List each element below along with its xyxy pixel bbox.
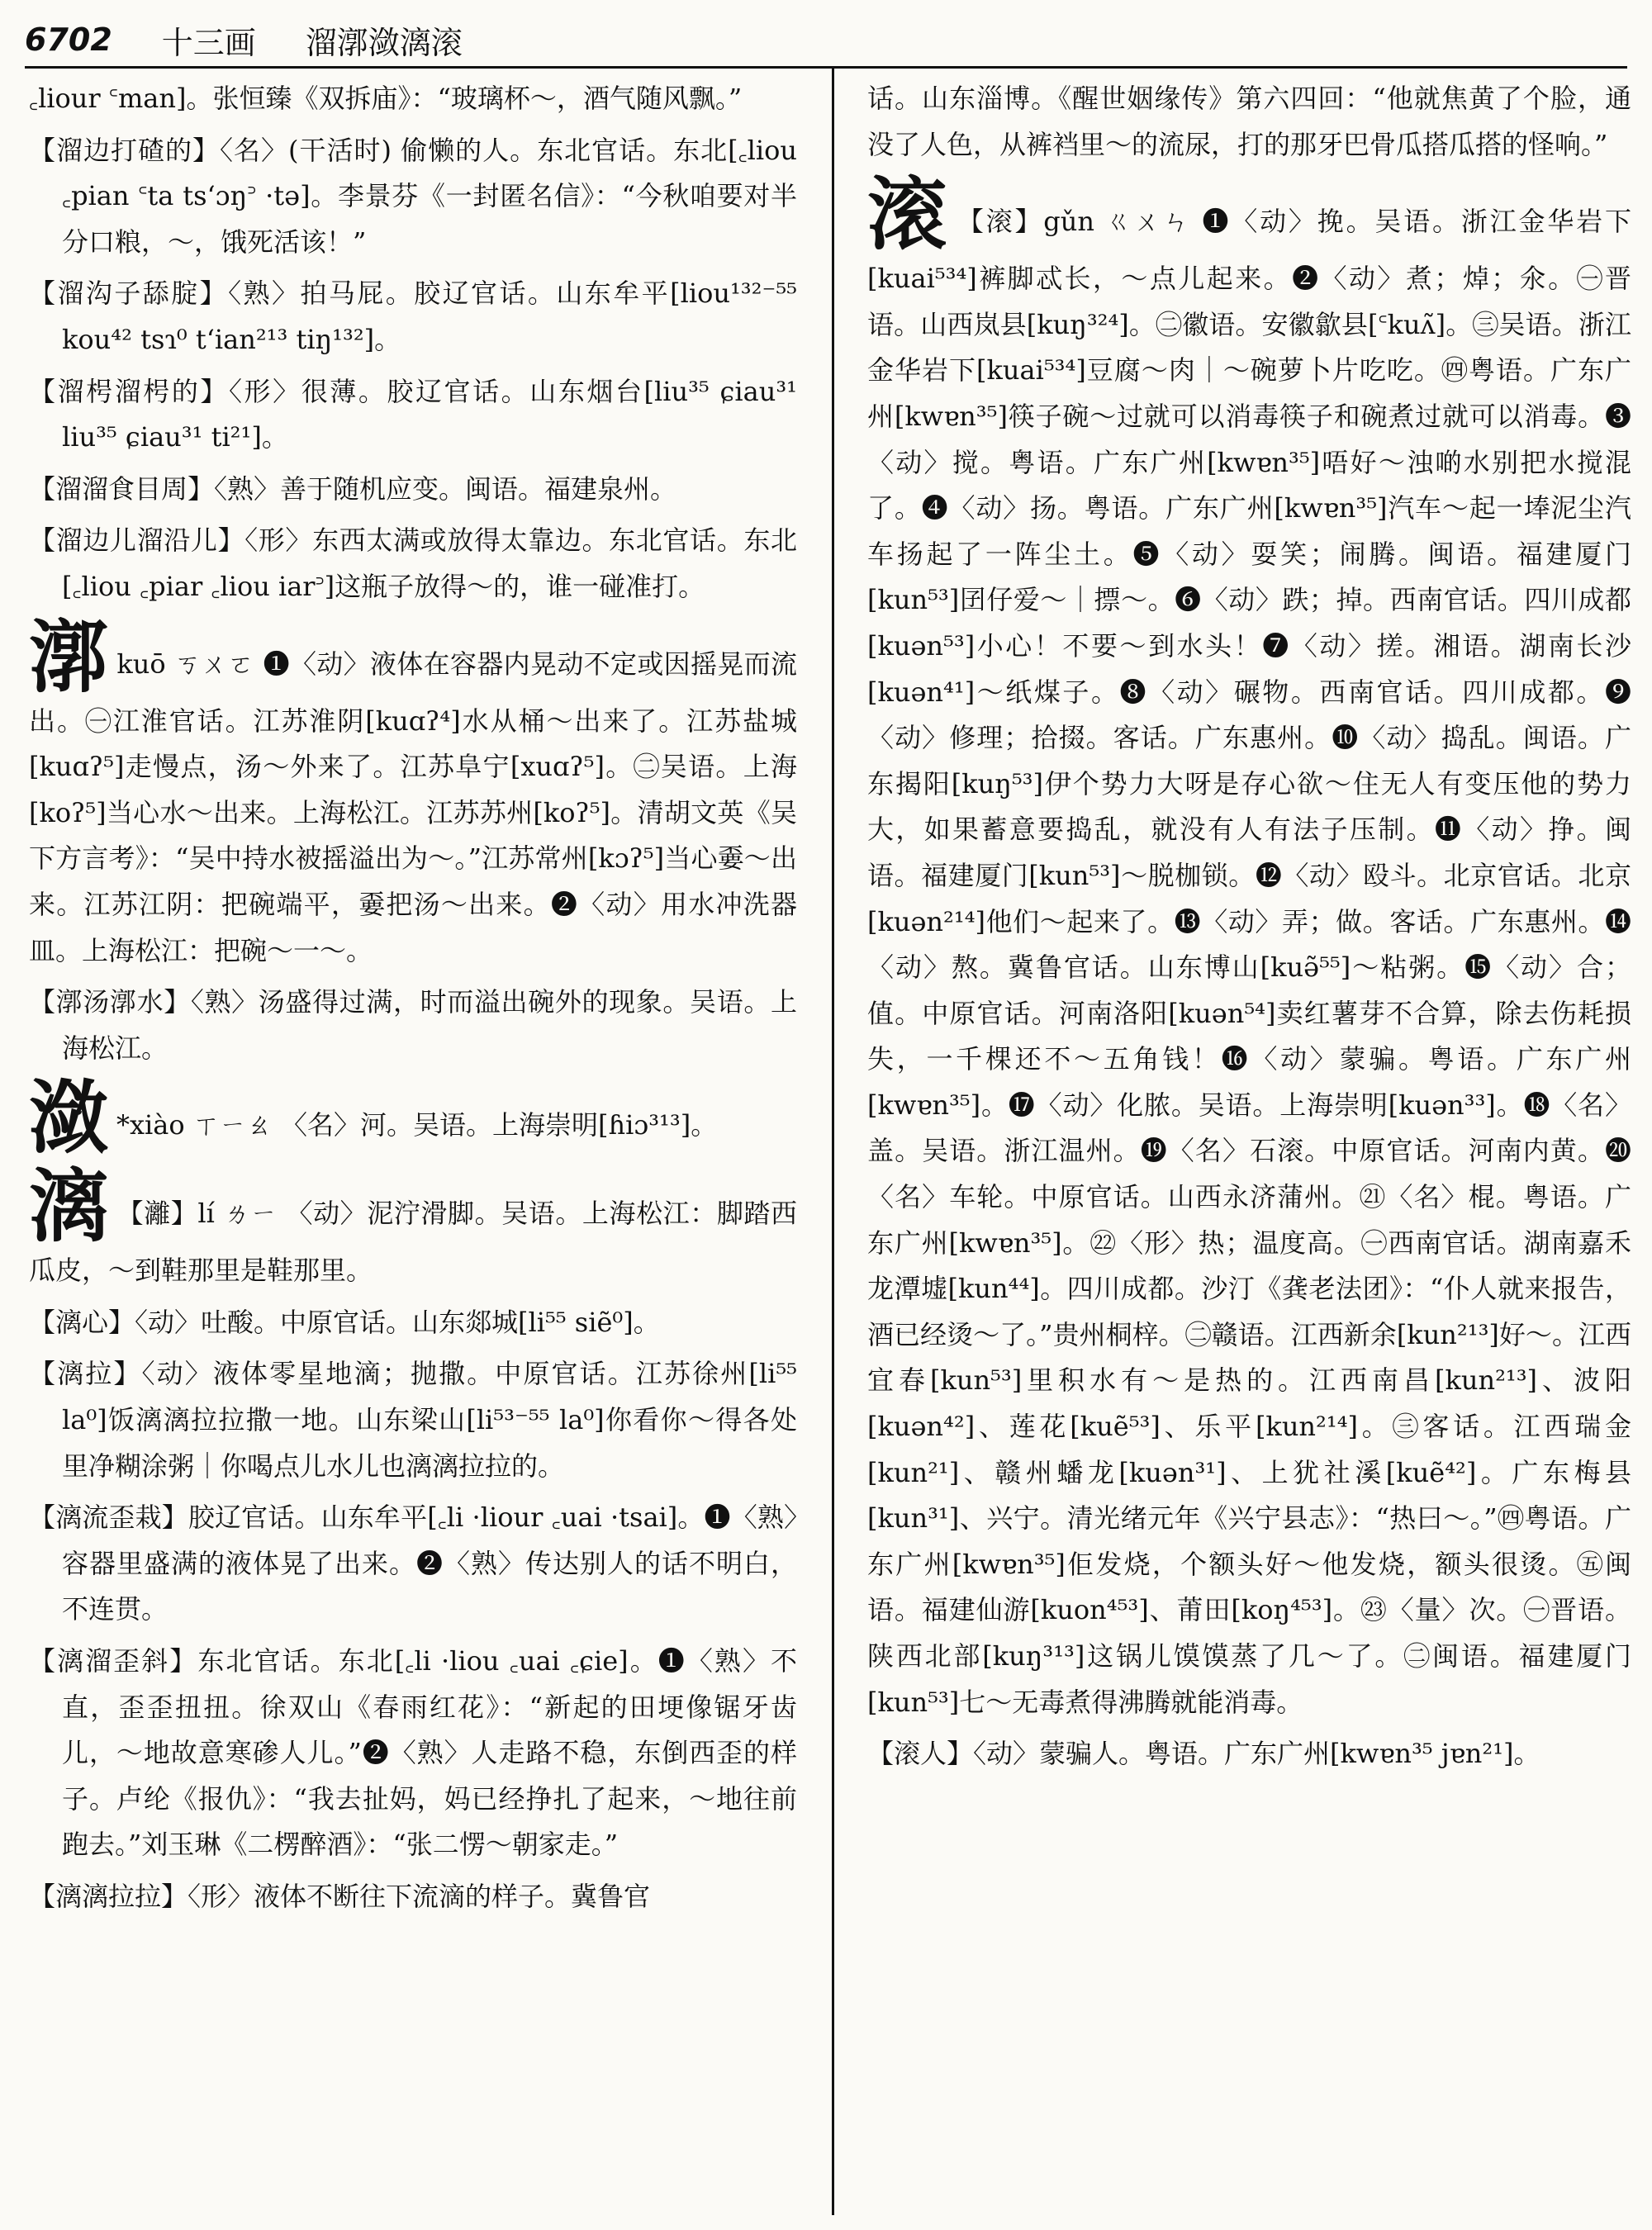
dictionary-entry: 【漓心】〈动〉吐酸。中原官话。山东郯城[li⁵⁵ siẽ⁰]。 [29, 1306, 660, 1338]
dictionary-entry: 【滚人】〈动〉蒙骗人。粤语。广东广州[kwɐn³⁵ jɐn²¹]。 [867, 1738, 1540, 1770]
dictionary-entry: 【溜沟子舔腚】〈熟〉拍马屁。胶辽官话。山东牟平[liou¹³²⁻⁵⁵ kou⁴² tsɿ⁰ t‘ian²¹³ tiŋ¹³²]。 [29, 278, 797, 355]
head-character: 漓 [29, 1160, 109, 1254]
dictionary-entry: 【漓流歪栽】胶辽官话。山东牟平[꜀li ·liour ꜀uai ·tsai]。❶〈熟〉容器里盛满的液体晃了出来。❷〈熟〉传达别人的话不明白，不连贯。 [29, 1502, 797, 1625]
entry-text: kuō ㄎㄨㄛ ❶〈动〉液体在容器内晃动不定或因摇晃而流出。㊀江淮官话。江苏淮阴[kuɑʔ⁴]水从桶～出来了。江苏盐城[kuɑʔ⁵]走慢点，汤～外来了。江苏阜宁[xuɑʔ⁵]。㊁吴语。上海[koʔ⁵]当心水～出来。上海松江。江苏苏州[koʔ⁵]。清胡文英《吴下方言考》：“吴中持水被摇溢出为～。”江苏常州[kɔʔ⁵]当心嫑～出来。江苏江阴：把碗端平，嫑把汤～出来。❷〈动〉用水冲洗器皿。上海松江：把碗～一～。 [29, 648, 797, 966]
head-character-entry [867, 168, 1631, 1725]
dictionary-entry: 【溜溜食目周】〈熟〉善于随机应变。闽语。福建泉州。 [29, 472, 677, 505]
head-character: 滚 [867, 168, 949, 262]
entry-continuation: 话。山东淄博。《醒世姻缘传》第六四回：“他就焦黄了个脸，通没了人色，从裤裆里～的流尿，打的那牙巴骨瓜搭瓜搭的怪响。” [867, 83, 1631, 160]
entry-text: 【滚】gǔn ㄍㄨㄣ ❶〈动〉挽。吴语。浙江金华岩下[kuai⁵³⁴]裤脚忒长，～点儿起来。❷〈动〉煮；焯；氽。㊀晋语。山西岚县[kuŋ³²⁴]。㊁徽语。安徽歙县[꜂kuʌ̃]。㊂吴语。浙江金华岩下[kuai⁵³⁴]豆腐～肉｜～碗萝卜片吃吃。㊃粤语。广东广州[kwɐn³⁵]筷子碗～过就可以消毒筷子和碗煮过就可以消毒。❸〈动〉搅。粤语。广东广州[kwɐn³⁵]唔好～浊啲水别把水搅混了。❹〈动〉扬。粤语。广东广州[kwɐn³⁵]汽车～起一埲泥尘汽车扬起了一阵尘土。❺〈动〉耍笑；闹腾。闽语。福建厦门[kun⁵³]囝仔爱～｜摽～。❻〈动〉跌；掉。西南官话。四川成都[kuən⁵³]小心！不要～到水头！❼〈动〉搓。湘语。湖南长沙[kuən⁴¹]～纸煤子。❽〈动〉碾物。西南官话。四川成都。❾〈动〉修理；拾掇。客话。广东惠州。❿〈动〉捣乱。闽语。广东揭阳[kuŋ⁵³]伊个势力大呀是存心欲～住无人有变压他的势力大，如果蓄意要捣乱，就没有人有法子压制。⓫〈动〉挣。闽语。福建厦门[kun⁵³]～脱枷锁。⓬〈动〉殴斗。北京官话。北京[kuən²¹⁴]他们～起来了。⓭〈动〉弄；做。客话。广东惠州。⓮〈动〉熬。冀鲁官话。山东博山[kuə̃⁵⁵]～粘粥。⓯〈动〉合；值。中原官话。河南洛阳[kuən⁵⁴]卖红薯芽不合算，除去伤耗损失，一千棵还不～五角钱！⓰〈动〉蒙骗。粤语。广东广州[kwɐn³⁵]。⓱〈动〉化脓。吴语。上海崇明[kuən³³]。⓲〈名〉盖。吴语。浙江温州。⓳〈名〉石滚。中原官话。河南内黄。⓴〈名〉车轮。中原官话。山西永济蒲州。㉑〈名〉棍。粤语。广东广州[kwɐn³⁵]。㉒〈形〉热；温度高。㊀西南官话。湖南嘉禾龙潭墟[kun⁴⁴]。四川成都。沙汀《龚老法团》：“仆人就来报告，酒已经烫～了。”贵州桐梓。㊁赣语。江西新余[kun²¹³]好～。江西宜春[kun⁵³]里积水有～是热的。江西南昌[kun²¹³]、波阳[kuən⁴²]、莲花[kuẽ⁵³]、乐平[kun²¹⁴]。㊂客话。江西瑞金[kun²¹]、赣州蟠龙[kuən³¹]、上犹社溪[kuẽ⁴²]。广东梅县[kun³¹]、兴宁。清光绪元年《兴宁县志》：“热曰～。”㊃粤语。广东广州[kwɐn³⁵]佢发烧，个额头好～他发烧，额头很烫。㊄闽语。福建仙游[kuon⁴⁵³]、莆田[koŋ⁴⁵³]。㉓〈量〉次。㊀晋语。陕西北部[kuŋ³¹³]这锅儿馍馍蒸了几～了。㊁闽语。福建厦门[kun⁵³]七～无毒煮得沸腾就能消毒。 [867, 206, 1631, 1718]
header-rule [25, 66, 1627, 69]
entry-text: 【灕】lí ㄌㄧ 〈动〉泥泞滑脚。吴语。上海松江：脚踏西瓜皮，～到鞋那里是鞋那里。 [29, 1198, 797, 1287]
right-column [867, 76, 1631, 2223]
head-character-entry [29, 1160, 797, 1294]
stroke-count: 十三画 [161, 24, 256, 61]
page-header [25, 15, 1627, 64]
dictionary-entry: 【漓拉】〈动〉液体零星地滴；抛撒。中原官话。江苏徐州[li⁵⁵ la⁰]饭漓漓拉拉撒一地。山东梁山[li⁵³⁻⁵⁵ la⁰]你看你～得各处里净糊涂粥｜你喝点儿水儿也漓漓拉拉的。 [29, 1358, 797, 1482]
head-character-entry [29, 1071, 797, 1165]
column-divider [832, 68, 834, 2215]
dictionary-entry: 【漷汤漷水】〈熟〉汤盛得过满，时而溢出碗外的现象。吴语。上海松江。 [29, 986, 797, 1064]
head-character: 潋 [29, 1071, 108, 1165]
header-characters: 溜漷潋漓滚 [305, 24, 463, 61]
dictionary-entry: 【溜枵溜枵的】〈形〉很薄。胶辽官话。山东烟台[liu³⁵ ɕiau³¹ liu³⁵ ɕiau³¹ ti²¹]。 [29, 375, 797, 453]
head-character-entry [29, 610, 797, 975]
entry-text: *xiào ㄒㄧㄠ 〈名〉河。吴语。上海崇明[ɦiɔ³¹³]。 [116, 1109, 718, 1141]
entry-continuation: ꜀liour ꜂man]。张恒臻《双拆庙》：“玻璃杯～，酒气随风飘。” [29, 83, 743, 114]
dictionary-entry: 【溜边儿溜沿儿】〈形〉东西太满或放得太靠边。东北官话。东北[꜀liou ꜀piar ꜀liou iar꜄]这瓶子放得～的，谁一碰准打。 [29, 524, 797, 602]
page-number: 6702 [25, 21, 112, 58]
dictionary-entry: 【溜边打碴的】〈名〉(干活时) 偷懒的人。东北官话。东北[꜀liou ꜀pian ꜂ta ts‘ɔŋ꜄ ·tə]。李景芬《一封匿名信》：“今秋咱要对半分口粮，～，饿死活该！” [29, 134, 797, 258]
dictionary-entry: 【漓溜歪斜】东北官话。东北[꜀li ·liou ꜀uai ꜀ɕie]。❶〈熟〉不直，歪歪扭扭。徐双山《春雨红花》：“新起的田埂像锯牙齿儿，～地故意寒碜人儿。”❷〈熟〉人走路不稳，东倒西歪的样子。卢纶《报仇》：“我去扯妈，妈已经挣扎了起来，～地往前跑去。”刘玉琳《二楞醉酒》：“张二愣～朝家走。” [29, 1645, 797, 1861]
dictionary-entry: 【漓漓拉拉】〈形〉液体不断往下流滴的样子。冀鲁官 [29, 1881, 651, 1912]
head-character: 漷 [29, 610, 109, 704]
left-column [29, 76, 797, 2223]
